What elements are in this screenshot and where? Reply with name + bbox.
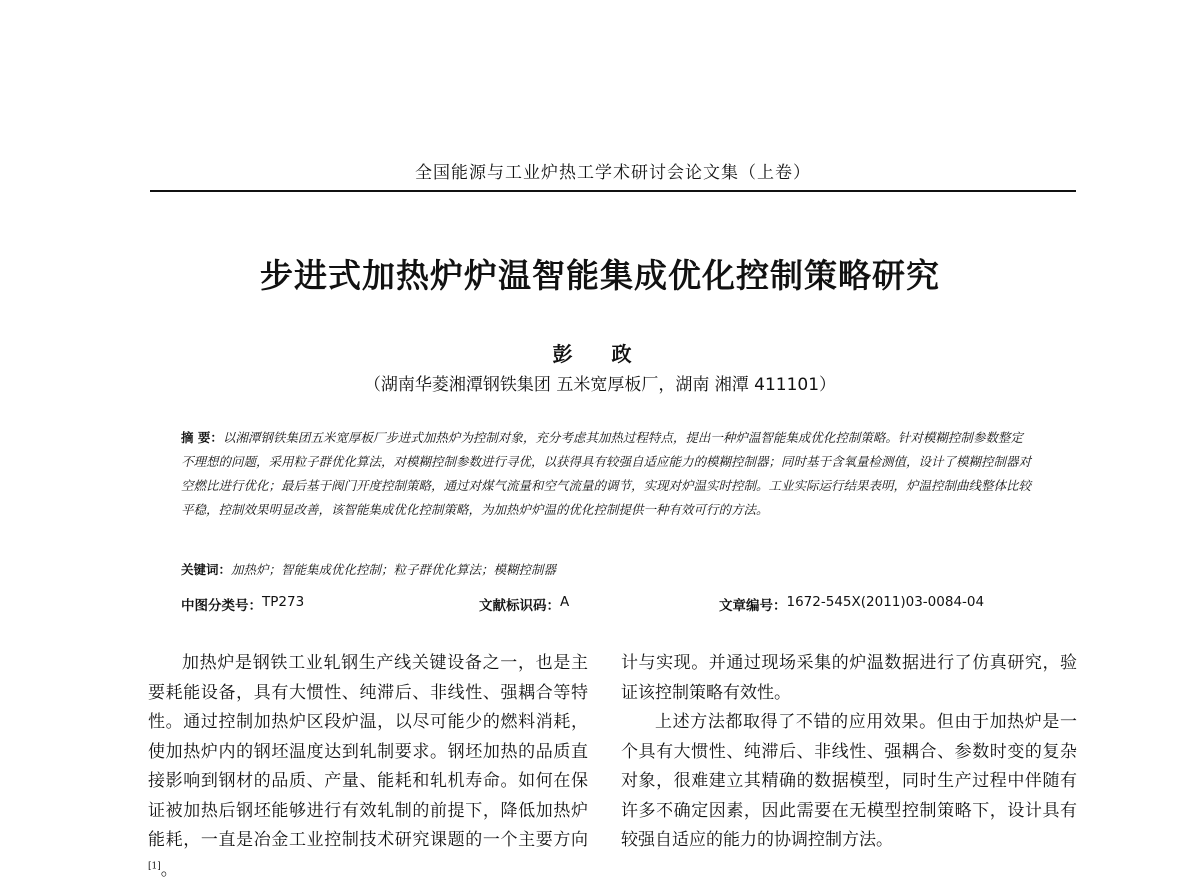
body-text-end: 。 <box>160 859 178 880</box>
article-label: 文章编号： <box>719 598 787 614</box>
clc-value: TP273 <box>262 594 305 610</box>
body-paragraph <box>148 649 588 885</box>
body-paragraph: 上述方法都取得了不错的应用效果。但由于加热炉是一个具有大惯性、纯滞后、非线性、强耦合、参数时变的复杂对象，很难建立其精确的数据模型，同时生产过程中伴随有许多不确定因素，因此需要在无模型控制策略下，设计具有较强自适应的能力的协调控制方法。 <box>621 712 1077 850</box>
keywords-text: 加热炉；智能集成优化控制；粒子群优化算法；模糊控制器 <box>231 562 557 577</box>
running-header: 全国能源与工业炉热工学术研讨会论文集（上卷） <box>150 158 1076 192</box>
keywords <box>181 558 1033 582</box>
body-paragraph: 计与实现。并通过现场采集的炉温数据进行了仿真研究，验证该控制策略有效性。 <box>621 653 1077 703</box>
body-column-right <box>621 649 1077 856</box>
abstract <box>181 426 1033 522</box>
body-text: 加热炉是钢铁工业轧钢生产线关键设备之一，也是主要耗能设备，具有大惯性、纯滞后、非线性、强耦合等特性。通过控制加热炉区段炉温，以尽可能少的燃料消耗，使加热炉内的钢坯温度达到轧制要求。钢坯加热的品质直接影响到钢材的品质、产量、能耗和轧机寿命。如何在保证被加热后钢坯能够进行有效轧制的前提下，降低加热炉能耗，一直是冶金工业控制技术研究课题的一个主要方向 <box>148 653 588 850</box>
body-column-left <box>148 649 588 885</box>
document-code <box>479 594 570 614</box>
citation: [1] <box>148 860 161 871</box>
doc-label: 文献标识码： <box>479 598 560 614</box>
classification-row <box>181 594 1033 618</box>
keywords-label: 关键词： <box>181 562 232 577</box>
author-affiliation: （湖南华菱湘潭钢铁集团 五米宽厚板厂，湖南 湘潭 411101） <box>363 375 837 395</box>
clc-label: 中图分类号： <box>181 598 262 614</box>
abstract-label: 摘 要： <box>181 430 223 445</box>
clc-number <box>181 594 305 614</box>
paper-title: 步进式加热炉炉温智能集成优化控制策略研究 <box>260 256 940 295</box>
doc-value: A <box>560 594 570 610</box>
article-number <box>719 594 985 614</box>
author-name: 彭 政 <box>552 342 648 366</box>
article-value: 1672-545X(2011)03-0084-04 <box>786 594 985 610</box>
abstract-text: 以湘潭钢铁集团五米宽厚板厂步进式加热炉为控制对象，充分考虑其加热过程特点，提出一种炉温智能集成优化控制策略。针对模糊控制参数整定不理想的问题，采用粒子群优化算法，对模糊控制参数进行寻优，以获得具有较强自适应能力的模糊控制器；同时基于含氧量检测值，设计了模糊控制器对空燃比进行优化；最后基于阀门开度控制策略，通过对煤气流量和空气流量的调节，实现对炉温实时控制。工业实际运行结果表明，炉温控制曲线整体比较平稳，控制效果明显改善，该智能集成优化控制策略，为加热炉炉温的优化控制提供一种有效可行的方法。 <box>181 430 1032 517</box>
